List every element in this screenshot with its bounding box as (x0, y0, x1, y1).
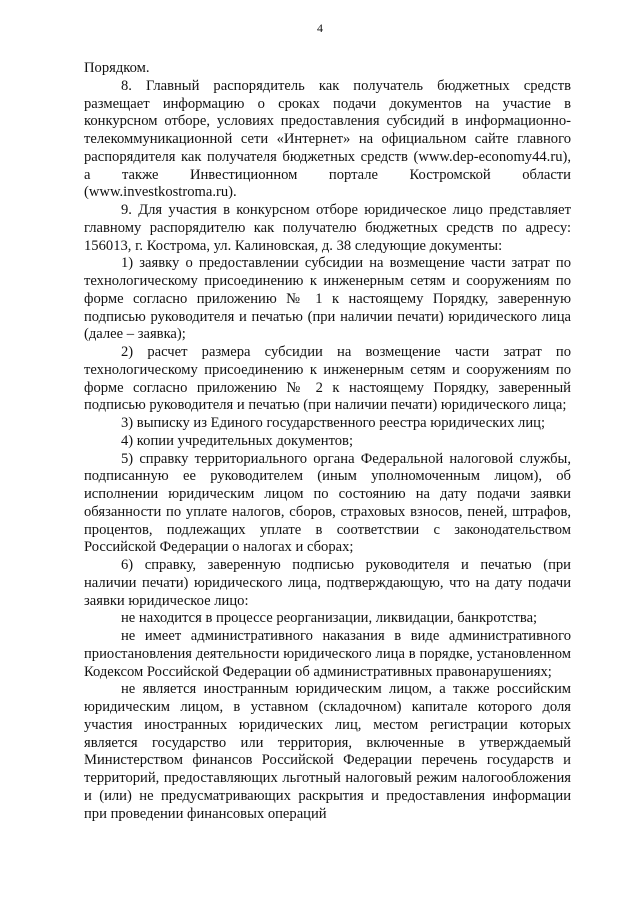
document-body (84, 60, 571, 823)
list-item-6: 6) справку, заверенную подписью руководителя и печатью (при наличии печати) юридического лица, подтверждающую, что на дату подачи заявки юридическое лицо: (84, 557, 571, 609)
paragraph-continuation: Порядком. (84, 60, 150, 76)
list-item-1: 1) заявку о предоставлении субсидии на возмещение части затрат по технологическому присоединению к инженерным сетям и сооружениям по форме согласно приложению № 1 к настоящему Порядку, заверенную подписью руководителя и печатью (при наличии печати) юридического лица (далее – заявка); (84, 255, 571, 343)
page-number: 4 (317, 21, 323, 35)
list-item-2: 2) расчет размера субсидии на возмещение части затрат по технологическому присоединению к инженерным сетям и сооружениям по форме согласно приложению № 2 к настоящему Порядку, заверенный подписью руководителя и печатью (при наличии печати) юридического лица; (84, 344, 571, 414)
condition-item: не является иностранным юридическим лицом, а также российским юридическим лицом, в уставном (складочном) капитале которого доля участия иностранных юридических лиц, местом регистрации которых является государство или территория, включенные в утверждаемый Министерством финансов Российской Федерации перечень государств и территорий, предоставляющих льготный налоговый режим налогообложения и (или) не предусматривающих раскрытия и предоставления информации при проведении финансовых операций (84, 681, 571, 822)
condition-item: не находится в процессе реорганизации, ликвидации, банкротства; (121, 610, 538, 627)
list-item-4: 4) копии учредительных документов; (121, 432, 353, 449)
paragraph-clause-9: 9. Для участия в конкурсном отборе юридическое лицо представляет главному распорядителю как получателю бюджетных средств по адресу: 156013, г. Кострома, ул. Калиновская, д. 38 следующие документы: (84, 202, 571, 254)
list-item-5: 5) справку территориального органа Федеральной налоговой службы, подписанную ее руководителем (иным уполномоченным лицом), об исполнении юридическим лицом по состоянию на дату подачи заявки обязанности по уплате налогов, сборов, страховых взносов, пеней, штрафов, процентов, подлежащих уплате в соответствии с законодательством Российской Федерации о налогах и сборах; (84, 450, 571, 556)
list-item-3: 3) выписку из Единого государственного реестра юридических лиц; (121, 415, 546, 431)
condition-item: не имеет административного наказания в виде административного приостановления деятельности юридического лица в порядке, установленном Кодексом Российской Федерации об административных правонарушениях; (84, 628, 571, 680)
paragraph-clause-8: 8. Главный распорядитель как получатель бюджетных средств размещает информацию о сроках подачи документов на участие в конкурсном отборе, условиях предоставления субсидий в информационно-телекоммуникационной сети «Интернет» на официальном сайте главного распорядителя как получателя бюджетных средств (www.dep-economy44.ru), а также Инвестиционном портале Костромской области (www.investkostroma.ru). (84, 77, 571, 201)
